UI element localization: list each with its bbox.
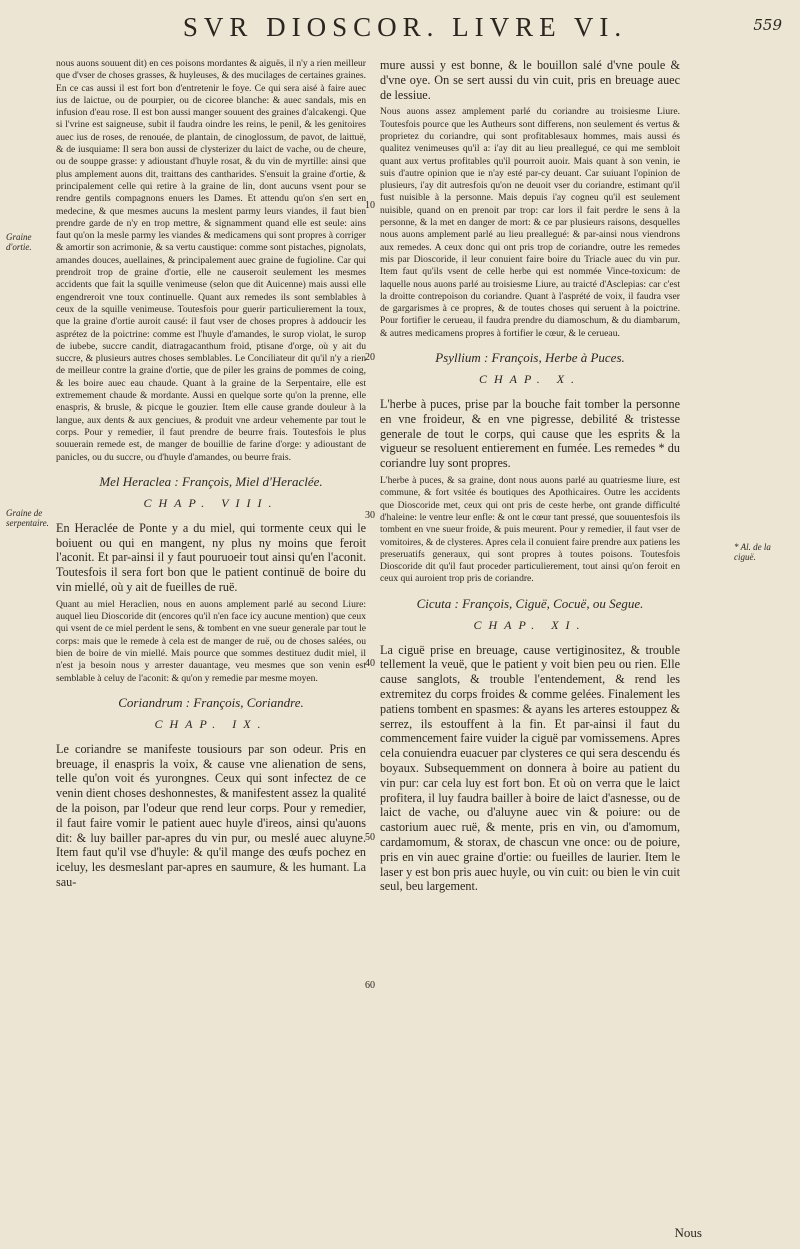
paragraph: Nous auons assez amplement parlé du coriandre au troisiesme Liure. Toutesfois pource que les Autheurs sont differens, non seulement és vertus & proprietez du coriandre, qui sont profitablesaux hommes, mais aussi és qualitez venimeuses qu'il a: i'ay dit au lieu preallegué, ce qui me sembloit quant aux vertus profitables qu'il pourroit auoir. Mais quant à son venin, ie suis d'autre opinion que ie n'ay esté par-cy deuant. Car suiuant l'opinion de plusieurs, i'ay dit autresfois qu'on ne deuoit vser du coriandre, estimant qu'il fust nuisible à la personne. Mais depuis i'ay cogneu qu'il est seulement nuisible, quand on en prenoit par trop: car lors il fait perdre le sens à la personne, & la met en danger de mort: & ce par plusieurs raisons, desquelles nous auons amplement parlé au lieu preallegué: & par-ainsi nous viendrons aux remedes. A ceux donc qui ont pris trop de coriandre, outre les remedes mis par Dioscoride, il leur conuient faire boire du Triacle auec du vin pur. Item faut qu'ils vsent de celle herbe qui est nommée Vince-toxicum: de laquelle nous auons parlé au troisiesme Liure, au traicté d'Asclepias: car c'est la droitte contrepoison du coriandre. Quant à l'asprété de voix, il faudra vser de gargarismes à ce propres, & de toutes choses qui seruent à la poictrine. Pour fortifier le cerueau, il faudra prendre du diamoschum, & du diambarum, & autres medicamens propres à fortifier le cœur, & le cerueau. xyxy=(380,106,680,339)
line-number-40: 40 xyxy=(365,658,375,669)
section-title-miel: Mel Heraclea : François, Miel d'Heraclée. xyxy=(99,473,323,489)
chapter-heading: CHAP. VIII. xyxy=(143,495,279,510)
margin-note-serpentaire: Graine de serpentaire. xyxy=(6,508,49,528)
catchword: Nous xyxy=(674,1225,702,1240)
line-number-10: 10 xyxy=(365,200,375,211)
line-number-30: 30 xyxy=(365,510,375,521)
paragraph: En Heraclée de Ponte y a du miel, qui tormente ceux qui le boiuent ou qui en mangent, ny plus ny moins que feroit l'aconit. Et par-ainsi il y faut pouruoeir tout ainsi qu'en l'aconit. Toutesfois il sera fort bon que le patient continuë de boire du vin miellé, où y ait de fueilles de ruë. xyxy=(56,520,366,594)
section-title-cicuta: Cicuta : François, Ciguë, Cocuë, ou Segue. xyxy=(416,595,644,611)
paragraph: Quant au miel Heraclien, nous en auons amplement parlé au second Liure: auquel lieu Dioscoride dit (encores qu'il n'en face icy aucune mention) que ceux qui vsent de ce miel perdent le sens, & tombent en vne sueur generale par tout le corps: mais que le remede à cela est de manger de ruë, ou de choses salées, ou bien de boire de vin miellé. Mais pource que sommes destituez dudit miel, il n'est ja besoin nous y arrester dauantage, veu mesmes que son venin est semblable à celuy de l'aconit: & qu'on y remedie par mesme moyen. xyxy=(56,598,366,684)
paragraph: L'herbe à puces, prise par la bouche fait tomber la personne en vne froideur, & en vne pigresse, debilité & tristesse generale de tout le corps, qui cause que les esprits & la vigueur se resoluent entierement en fumée. Les remedes * du coriandre luy sont propres. xyxy=(380,397,680,471)
left-column xyxy=(56,58,366,894)
chapter-heading: CHAP. X. xyxy=(478,372,582,387)
section-title-psyllium: Psyllium : François, Herbe à Puces. xyxy=(435,350,625,366)
section-title-coriandre: Coriandrum : François, Coriandre. xyxy=(118,694,304,710)
line-number-60: 60 xyxy=(365,980,375,991)
margin-note-ciguë: * Al. de la ciguë. xyxy=(734,542,771,562)
line-number-20: 20 xyxy=(365,352,375,363)
chapter-heading: CHAP. IX. xyxy=(154,716,268,731)
page-number: 559 xyxy=(753,16,782,34)
margin-note-ortie: Graine d'ortie. xyxy=(6,232,32,252)
paragraph: Le coriandre se manifeste tousiours par son odeur. Pris en breuage, il enaspris la voix, & cause vne alienation de sens, telle qu'on voit és yurongnes. Ceux qui sont infectez de ce venin dient choses deshonnestes, & manifestent assez la qualité de la poison, par l'odeur que rend leur corps. Pour y remedier, il faut faire vomir le patient auec huyle d'ireos, ainsi qu'auons dit: & luy bailler par-apres du vin pur, ou meslé auec aluyne. Item faut qu'il vse d'huyle: & qu'il mange des œufs pochez en iceluy, les desmeslant par-apres en saumure, & les humant. La sau- xyxy=(56,741,366,890)
paragraph: mure aussi y est bonne, & le bouillon salé d'vne poule & d'vne oye. On se sert aussi du vin cuit, pris en breuage auec de lessiue. xyxy=(380,58,680,102)
paragraph: nous auons souuent dit) en ces poisons mordantes & aiguës, il n'y a rien meilleur que d'vser de choses grasses, & huyleuses, & des mucilages de certaines graines. En ce cas aussi il est fort bon d'entretenir le foye. Ce qui sera aisé à faire auec ius de laictue, ou de pourpier, ou de cicoree blanche: & auec sandals, mis en infusion d'eau rose. Il est bon aussi manger souuent des graines d'alcakengi. Que si l'vrine est saigneuse, subit il faudra oindre les reins, le penil, & les genitoires auec ius de roses, de renouée, de plantain, de cinoglossum, de pavot, de laittuë, & de iusquiame: Il sera bon aussi de clysterizer du laict de vache, ou de cheure, ou de souppe grasse: y adioustant d'huyle rosat, & du vin de myrtille: ainsi que plus amplement auons dit, traittans des cantharides. S'ensuit la graine d'ortie, & principalement celle qui retire à la graine de lin, dont aucuns vsent pour se rendre gentils compagnons enuers les Dames. Et attendu qu'on s'en sert en medecine, & que mesmes aucuns la meslent parmy leurs viandes, il faut bien prendre garde de n'y en trop mettre, & signamment quand elle est seule: ains faut qu'on la mesle parmy les viandes & medicamens qui sont propres à corriger & amortir son acrimonie, & sa vertu caustique: comme sont pistaches, pignolats, amandes douces, auellaines, & principalement auec graine de fugioline. Car qui prendroit trop de graine d'ortie, elle ne causeroit seulement les mesmes accidents que fait la squille venimeuse (selon que dit Auicenne) mais aussi elle engendreroit vne toux continuelle. Quant aux remedes ils sont semblables à ceux de la squille venimeuse. Toutesfois pour guerir particulierement la toux, que la graine d'ortie auroit causé: il faut vser de choses propres à addoucir les asprétez de la poictrine: comme est l'huyle d'amandes, le surop violat, le surop de iubebe, succre candit, diatragacanthum froid, ptisane d'orge, où y ait du succre, & plusieurs autres choses semblables. Le Conciliateur dit qu'il n'y a rien de meilleur contre la graine d'ortie, que de piler les grains de pommes de coing, & les boire auec eau chaude. Quant à la graine de la Serpentaire, elle est extremement chaude & mordante. Aussi en quelque sorte qu'on la prenne, elle enaspris, & brusle, & picque le gouzier. Item elle cause grande douleur à la langue, aux dents & aux genciues, & produit vne ardeur vehemente par tout le corps. Pour y remedier, il faut prendre de beurre frais. Toutesfois le plus souuerain remede est, de manger de bouillie de farine d'orge: y adioustant de panicles, ou du succre, ou d'huyle d'amandes, ou beurre frais. xyxy=(56,58,367,463)
paragraph: La ciguë prise en breuage, cause vertiginositez, & trouble tellement la veuë, que le patient y voit bien peu ou rien. Elle cause sanglots, & trouble l'entendement, & rend les extremitez du corps froides & comme gelées. Finalement les patiens tombent en spasmes: & ayans les arteres estouppez & serrez, ils estouffent à la fin. Et par-ainsi il faut du commencement faire vuider la ciguë par vomissemens. Apres cela conuiendra euacuer par clysteres ce qui sera descendu és boyaux. Subsequemment on donnera à boire au patient du vin pur: car cela luy est fort bon. Et où on verra que le laict profitera, il luy faudra bailler à boire de laict d'asnesse, ou de laict de vache, ou d'aluyne auec vin & poiure: ou de castorium auec ruë, & mente, pris en vin, ou d'amomum, cardamomum, & storax, de chascun vne once: ou de poiure, pris en vin auec graine d'ortie: ou fueilles de laurier. Item le laser y est bon pris auec huyle, ou vin cuit: ou bien le vin cuit seul, beu largement. xyxy=(380,642,680,894)
line-number-50: 50 xyxy=(365,832,375,843)
running-title: SVR DIOSCOR. LIVRE VI. xyxy=(182,12,628,42)
paragraph: L'herbe à puces, & sa graine, dont nous auons parlé au quatriesme liure, est commune, & fort vsitée és boutiques des Apothicaires. Outre les accidents que Dioscoride met, ceux qui ont pris de ceste herbe, ont grande difficulté d'haleine: le ventre leur enfle: & ont le cœur tant pressé, que souuentesfois ils tombent en vne sueur froide, & puis meurent. Pour y remedier, il faut vser de vomitoires, & de clysteres. Apres cela il conuient faire prendre aux patiens les preseruatifs generaux, qui sont propres à toutes poisons. Toutesfois Dioscoride dit qu'il faut proceder particulierement, tout ainsi qu'on feroit en ceux qui auroient trop pris de coriandre. xyxy=(380,475,680,585)
right-column xyxy=(380,58,680,898)
chapter-heading: CHAP. XI. xyxy=(473,617,587,632)
